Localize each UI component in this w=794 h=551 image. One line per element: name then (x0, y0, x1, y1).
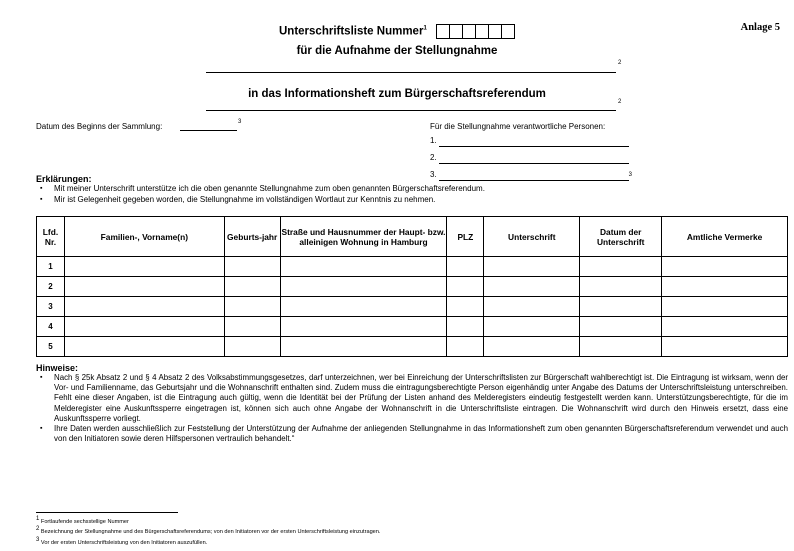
note-item: ▪ Ihre Daten werden ausschließlich zur Feststellung der Unterstützung der Aufnahme der anliegenden Stellungnahme in das Informationsheft zum oben genannten Bürgerschaftsreferendum verwendet und auch von den Initiatoren sowie deren Hilfspersonen vertraulich behandelt.“ (36, 424, 788, 444)
signature-date-cell[interactable] (580, 277, 662, 297)
subtitle-statement: für die Aufnahme der Stellungnahme (296, 45, 498, 57)
responsible-label: Für die Stellungnahme verantwortliche Personen: (430, 122, 606, 131)
plz-cell[interactable] (447, 337, 484, 357)
footnote-mark: 2 (36, 526, 40, 533)
referendum-name-field[interactable] (206, 98, 616, 111)
name-cell[interactable] (64, 257, 224, 277)
address-cell[interactable] (280, 297, 447, 317)
plz-cell[interactable] (447, 297, 484, 317)
responsible-person-1-field[interactable] (439, 136, 629, 147)
official-notes-cell[interactable] (662, 257, 788, 277)
declarations-heading: Erklärungen: (36, 174, 92, 184)
title-text: Unterschriftsliste Nummer (279, 25, 424, 38)
row-number: 5 (37, 337, 65, 357)
footnote-mark: 1 (36, 516, 40, 522)
footnotes (36, 516, 380, 547)
table-row (37, 257, 788, 277)
birth-year-cell[interactable] (224, 257, 280, 277)
footnote-text: Vor der ersten Unterschriftsleistung von den Initiatoren auszufüllen. (40, 539, 208, 546)
name-cell[interactable] (64, 277, 224, 297)
signature-cell[interactable] (484, 257, 580, 277)
list-number-boxes[interactable] (436, 24, 515, 39)
signature-date-cell[interactable] (580, 257, 662, 277)
signature-table (36, 216, 788, 357)
address-cell[interactable] (280, 317, 447, 337)
col-header-signature-date: Datum der Unterschrift (580, 217, 662, 257)
name-cell[interactable] (64, 337, 224, 357)
plz-cell[interactable] (447, 257, 484, 277)
footnote-ref: 2 (618, 60, 622, 66)
declaration-item: ▪ Mit meiner Unterschrift unterstütze ich die oben genannte Stellungnahme zum oben genannten Bürgerschaftsreferendum. (36, 184, 485, 195)
collection-date-label: Datum des Beginns der Sammlung: (36, 122, 163, 131)
footnote-ref: 3 (238, 119, 242, 125)
footnote-ref: 2 (618, 99, 622, 105)
col-header-lfd: Lfd. Nr. (37, 217, 65, 257)
footnote-divider (36, 512, 178, 513)
name-cell[interactable] (64, 297, 224, 317)
birth-year-cell[interactable] (224, 317, 280, 337)
col-header-plz: PLZ (447, 217, 484, 257)
declarations (36, 174, 485, 205)
responsible-index: 3. (430, 170, 437, 179)
signature-cell[interactable] (484, 337, 580, 357)
footnote-item (36, 526, 380, 536)
row-number: 3 (37, 297, 65, 317)
signature-date-cell[interactable] (580, 317, 662, 337)
col-header-signature: Unterschrift (484, 217, 580, 257)
table-row (37, 277, 788, 297)
table-header-row (37, 217, 788, 257)
statement-name-field[interactable] (206, 60, 616, 73)
name-cell[interactable] (64, 317, 224, 337)
responsible-index: 2. (430, 153, 437, 162)
signature-cell[interactable] (484, 277, 580, 297)
footnote-ref: 1 (423, 25, 427, 32)
notes-section (36, 363, 788, 444)
notes-heading: Hinweise: (36, 363, 79, 373)
footnote-text: Fortlaufende sechsstellige Nummer (40, 518, 129, 525)
address-cell[interactable] (280, 277, 447, 297)
birth-year-cell[interactable] (224, 337, 280, 357)
footnote-ref: 3 (628, 172, 633, 178)
birth-year-cell[interactable] (224, 297, 280, 317)
collection-date-field[interactable] (180, 121, 237, 131)
address-cell[interactable] (280, 337, 447, 357)
signature-date-cell[interactable] (580, 297, 662, 317)
signature-cell[interactable] (484, 317, 580, 337)
responsible-persons (430, 121, 632, 181)
footnote-item (36, 537, 380, 547)
responsible-index: 1. (430, 136, 437, 145)
footnote-text: Bezeichnung der Stellungnahme und des Bürgerschaftsreferendums; von den Initiatoren vor der ersten Unterschriftsleistung einzutragen. (40, 529, 381, 536)
official-notes-cell[interactable] (662, 277, 788, 297)
official-notes-cell[interactable] (662, 317, 788, 337)
col-header-birth-year: Geburts-jahr (224, 217, 280, 257)
col-header-official-notes: Amtliche Vermerke (662, 217, 788, 257)
responsible-person-2-field[interactable] (439, 153, 629, 164)
address-cell[interactable] (280, 257, 447, 277)
list-number-title (0, 24, 794, 39)
annex-label: Anlage 5 (740, 22, 780, 33)
official-notes-cell[interactable] (662, 297, 788, 317)
table-row (37, 317, 788, 337)
subtitle-referendum: in das Informationsheft zum Bürgerschaftsreferendum (248, 88, 546, 100)
birth-year-cell[interactable] (224, 277, 280, 297)
footnote-mark: 3 (36, 536, 40, 543)
row-number: 2 (37, 277, 65, 297)
table-row (37, 337, 788, 357)
official-notes-cell[interactable] (662, 337, 788, 357)
row-number: 4 (37, 317, 65, 337)
declaration-item: ▪ Mir ist Gelegenheit gegeben worden, die Stellungnahme im vollständigen Wortlaut zur Kenntnis zu nehmen. (36, 195, 485, 206)
signature-date-cell[interactable] (580, 337, 662, 357)
col-header-name: Familien-, Vorname(n) (64, 217, 224, 257)
plz-cell[interactable] (447, 277, 484, 297)
row-number: 1 (37, 257, 65, 277)
signature-cell[interactable] (484, 297, 580, 317)
footnote-item (36, 516, 380, 526)
table-row (37, 297, 788, 317)
col-header-address: Straße und Hausnummer der Haupt- bzw. alleinigen Wohnung in Hamburg (280, 217, 447, 257)
plz-cell[interactable] (447, 317, 484, 337)
note-item: ▪ Nach § 25k Absatz 2 und § 4 Absatz 2 des Volksabstimmungsgesetzes, darf unterzeichnen, wer bei Einreichung der Unterschriftslisten zur Bürgerschaft wahlberechtigt ist. Die Eintragung ist wirksam, wenn der Vor- und Familienname, das Geburtsjahr und die Wohnanschrift enthalten sind. Zudem muss die eintragungsberechtigte Person eigenhändig unter Angabe des Datums der Unterschriftsleistung unterschreiben. Fehlt eine dieser Angaben, ist die Eintragung auch gültig, wenn die Identität bei der Prüfung der Listen anhand des Melderegisters eindeutig festgestellt werden kann. Unterstützungsberechtigte, für die im Melderegister eine Auskunftssperre eingetragen ist, können sich auch ohne Angabe der Wohnanschrift in die Unterschriftsliste eintragen. Die Wohnanschrift wird durch den Hinweis ersetzt, dass eine Auskunftssperre vorliegt. (36, 373, 788, 424)
